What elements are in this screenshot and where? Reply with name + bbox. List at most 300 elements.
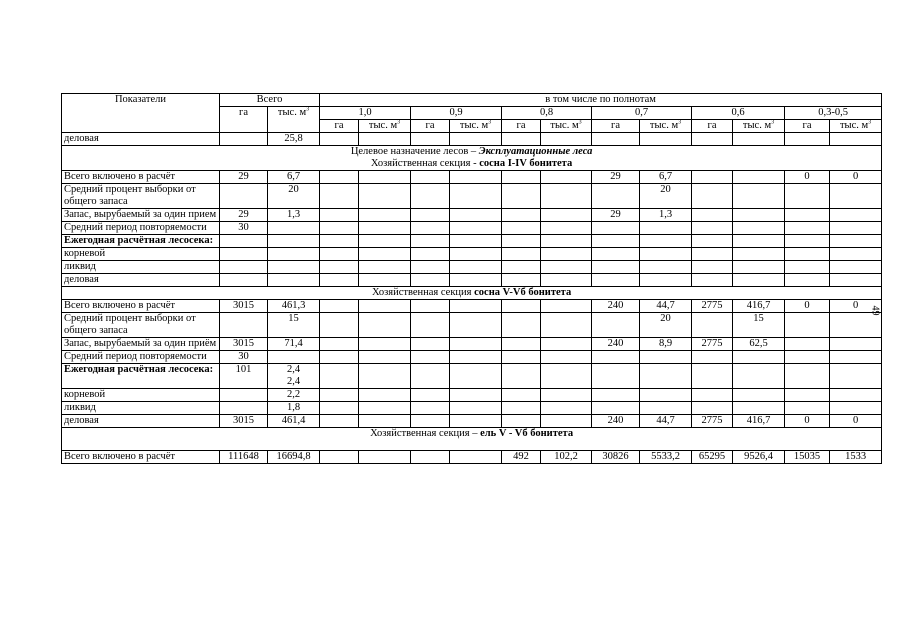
table-cell [785, 261, 830, 274]
unit-ha-header: га [785, 120, 830, 133]
table-cell [541, 313, 592, 338]
table-cell [320, 235, 359, 248]
table-cell [640, 364, 692, 389]
table-cell [592, 133, 640, 146]
table-cell: 20 [640, 313, 692, 338]
table-cell: 0 [830, 300, 882, 313]
table-row [62, 389, 882, 402]
table-cell [359, 248, 411, 261]
table-cell [692, 364, 733, 389]
table-cell: 6,7 [640, 171, 692, 184]
table-cell: 5533,2 [640, 451, 692, 464]
table-cell: 0 [785, 415, 830, 428]
table-cell [592, 313, 640, 338]
table-cell [785, 235, 830, 248]
row-label: Ежегодная расчётная лесосека: [62, 235, 220, 248]
section-title: Хозяйственная секция - сосна I-IV бонитета [370, 158, 573, 169]
table-cell [541, 300, 592, 313]
table-cell [450, 300, 502, 313]
table-cell [692, 235, 733, 248]
table-cell [220, 402, 268, 415]
table-cell: 29 [592, 209, 640, 222]
table-cell [320, 171, 359, 184]
table-cell [541, 235, 592, 248]
table-cell: 71,4 [268, 338, 320, 351]
purpose-and-section-title [62, 146, 882, 171]
table-cell [502, 313, 541, 338]
table-cell [785, 389, 830, 402]
table-cell [502, 402, 541, 415]
total-header: Всего [220, 94, 320, 107]
table-cell: 3015 [220, 338, 268, 351]
table-cell [733, 248, 785, 261]
table-cell [450, 351, 502, 364]
table-cell [320, 338, 359, 351]
table-cell [502, 274, 541, 287]
table-cell [450, 133, 502, 146]
table-cell [411, 133, 450, 146]
table-cell: 0 [785, 171, 830, 184]
table-cell: 1,8 [268, 402, 320, 415]
table-cell [320, 415, 359, 428]
table-cell: 29 [592, 171, 640, 184]
table-cell: 0 [830, 171, 882, 184]
table-cell [692, 209, 733, 222]
table-cell: 101 [220, 364, 268, 389]
table-cell [320, 451, 359, 464]
table-cell [785, 338, 830, 351]
table-cell [450, 415, 502, 428]
row-label: Запас, вырубаемый за один приём [62, 338, 220, 351]
table-cell [411, 274, 450, 287]
table-cell: 1,3 [640, 209, 692, 222]
table-cell: 2,4 2,4 [268, 364, 320, 389]
unit-vol-header: тыс. $м^3$ [830, 120, 882, 133]
section-title: Хозяйственная секция – ель V - Vб бонитета [62, 428, 882, 451]
unit-ha-header: га [411, 120, 450, 133]
table-cell [411, 184, 450, 209]
table-cell: 20 [640, 184, 692, 209]
table-cell: 0 [830, 415, 882, 428]
table-cell [830, 248, 882, 261]
table-cell [320, 313, 359, 338]
table-cell [411, 248, 450, 261]
table-row [62, 364, 882, 389]
row-label: ликвид [62, 261, 220, 274]
section-title-row [62, 146, 882, 171]
table-cell [502, 364, 541, 389]
table-cell [692, 184, 733, 209]
row-label: Запас, вырубаемый за один прием [62, 209, 220, 222]
table-cell [541, 261, 592, 274]
table-cell [640, 248, 692, 261]
table-cell [320, 389, 359, 402]
table-cell: 62,5 [733, 338, 785, 351]
table-cell [502, 300, 541, 313]
density-header: 0,6 [692, 107, 785, 120]
table-cell [220, 235, 268, 248]
section-title-row [62, 428, 882, 451]
table-cell [320, 364, 359, 389]
table-cell [502, 248, 541, 261]
table-cell [450, 364, 502, 389]
unit-vol-header: тыс. $м^3$ [450, 120, 502, 133]
table-cell: 416,7 [733, 415, 785, 428]
table-cell [502, 261, 541, 274]
table-cell [320, 274, 359, 287]
table-cell [733, 274, 785, 287]
table-cell [502, 235, 541, 248]
table-cell [692, 351, 733, 364]
table-cell [359, 402, 411, 415]
table-cell [502, 209, 541, 222]
table-cell: 65295 [692, 451, 733, 464]
table-cell [541, 133, 592, 146]
table-cell [692, 171, 733, 184]
unit-ha-header: га [502, 120, 541, 133]
table-cell [640, 222, 692, 235]
table-cell: 15035 [785, 451, 830, 464]
table-cell [450, 222, 502, 235]
table-cell [359, 338, 411, 351]
table-cell [733, 133, 785, 146]
table-cell [785, 133, 830, 146]
table-cell [830, 389, 882, 402]
table-cell [733, 389, 785, 402]
table-cell [640, 133, 692, 146]
table-cell [541, 274, 592, 287]
table-cell [830, 209, 882, 222]
table-cell [359, 351, 411, 364]
table-cell: 2,2 [268, 389, 320, 402]
table-cell [359, 171, 411, 184]
table-cell [502, 184, 541, 209]
table-cell [320, 184, 359, 209]
table-row [62, 351, 882, 364]
table-row [62, 235, 882, 248]
table-cell [830, 364, 882, 389]
table-cell [359, 313, 411, 338]
table-cell [450, 184, 502, 209]
table-cell [785, 313, 830, 338]
table-cell [592, 222, 640, 235]
table-cell [359, 184, 411, 209]
table-cell [450, 313, 502, 338]
table-cell [592, 389, 640, 402]
table-cell: 29 [220, 209, 268, 222]
unit-vol-header: тыс. $м^3$ [733, 120, 785, 133]
table-row [62, 222, 882, 235]
unit-ha-header: га [320, 120, 359, 133]
table-cell [733, 184, 785, 209]
table-cell [640, 351, 692, 364]
table-cell [541, 222, 592, 235]
table-cell [592, 261, 640, 274]
table-cell [268, 274, 320, 287]
table-cell [411, 209, 450, 222]
table-cell: 25,8 [268, 133, 320, 146]
table-cell [541, 415, 592, 428]
table-cell [411, 338, 450, 351]
table-cell [692, 261, 733, 274]
table-cell [359, 364, 411, 389]
table-cell [592, 274, 640, 287]
table-row [62, 184, 882, 209]
table-cell [320, 209, 359, 222]
table-cell: 30826 [592, 451, 640, 464]
table-cell [692, 274, 733, 287]
table-cell [359, 209, 411, 222]
table-cell [220, 248, 268, 261]
table-cell [268, 235, 320, 248]
table-cell [733, 235, 785, 248]
table-cell: 9526,4 [733, 451, 785, 464]
row-label: корневой [62, 389, 220, 402]
table-row [62, 171, 882, 184]
table-cell [411, 300, 450, 313]
table-cell [320, 261, 359, 274]
table-cell [450, 171, 502, 184]
table-cell [320, 248, 359, 261]
table-cell [640, 274, 692, 287]
table-cell: 29 [220, 171, 268, 184]
table-cell [411, 351, 450, 364]
table-cell [733, 351, 785, 364]
table-cell [733, 222, 785, 235]
table-cell: 461,4 [268, 415, 320, 428]
table-cell [359, 300, 411, 313]
row-label: ликвид [62, 402, 220, 415]
table-cell [640, 235, 692, 248]
table-cell [692, 389, 733, 402]
table-cell [411, 222, 450, 235]
header-row-1 [62, 94, 882, 107]
table-cell [450, 261, 502, 274]
table-cell [733, 364, 785, 389]
unit-ha-header: га [592, 120, 640, 133]
table-cell [785, 222, 830, 235]
table-row [62, 300, 882, 313]
table-cell [411, 364, 450, 389]
table-cell [830, 338, 882, 351]
table-cell [541, 209, 592, 222]
table-row [62, 313, 882, 338]
table-cell [220, 133, 268, 146]
table-cell [220, 261, 268, 274]
table-cell [359, 222, 411, 235]
table-cell [592, 402, 640, 415]
section-title: Хозяйственная секция сосна V-Vб бонитета [62, 287, 882, 300]
unit-ha-header: га [692, 120, 733, 133]
table-cell [411, 261, 450, 274]
section-title-row [62, 287, 882, 300]
table-cell [411, 235, 450, 248]
table-cell [830, 133, 882, 146]
row-label: Средний период повторяемости [62, 222, 220, 235]
calculation-table [61, 93, 882, 464]
table-cell [502, 415, 541, 428]
table-cell [541, 248, 592, 261]
density-header: 0,8 [502, 107, 592, 120]
table-cell [692, 248, 733, 261]
total-vol-header: тыс. $м^3$ [268, 107, 320, 133]
table-cell: 20 [268, 184, 320, 209]
table-cell [268, 222, 320, 235]
row-label: Всего включено в расчёт [62, 300, 220, 313]
table-row [62, 209, 882, 222]
table-cell [450, 274, 502, 287]
table-cell [541, 364, 592, 389]
table-cell [785, 364, 830, 389]
table-row [62, 274, 882, 287]
table-cell: 8,9 [640, 338, 692, 351]
table-cell: 461,3 [268, 300, 320, 313]
table-cell: 1,3 [268, 209, 320, 222]
purpose-line: Целевое назначение лесов – Эксплуатационные леса [350, 146, 593, 157]
table-cell [220, 313, 268, 338]
table-cell [733, 171, 785, 184]
table-cell [450, 451, 502, 464]
table-cell [268, 351, 320, 364]
table-cell [502, 171, 541, 184]
table-cell [640, 389, 692, 402]
table-cell: 30 [220, 222, 268, 235]
table-cell: 15 [733, 313, 785, 338]
table-row [62, 338, 882, 351]
table-row [62, 261, 882, 274]
table-cell [592, 248, 640, 261]
table-cell [320, 222, 359, 235]
table-row [62, 451, 882, 464]
table-cell [450, 402, 502, 415]
unit-vol-header: тыс. $м^3$ [541, 120, 592, 133]
density-header: 1,0 [320, 107, 411, 120]
table-cell [541, 389, 592, 402]
table-cell [320, 351, 359, 364]
table-cell: 416,7 [733, 300, 785, 313]
row-label: Средний процент выборки от общего запаса [62, 184, 220, 209]
density-header: 0,3-0,5 [785, 107, 882, 120]
unit-vol-header: тыс. $м^3$ [640, 120, 692, 133]
table-cell [592, 351, 640, 364]
density-header: 0,9 [411, 107, 502, 120]
table-cell [268, 248, 320, 261]
table-cell: 44,7 [640, 415, 692, 428]
total-ha-header: га [220, 107, 268, 133]
table-cell [592, 184, 640, 209]
table-cell: 3015 [220, 300, 268, 313]
table-cell: 492 [502, 451, 541, 464]
table-cell [692, 133, 733, 146]
table-row [62, 248, 882, 261]
table-cell [830, 351, 882, 364]
table-cell [359, 451, 411, 464]
table-cell [785, 248, 830, 261]
table-cell: 240 [592, 415, 640, 428]
row-label: Всего включено в расчёт [62, 451, 220, 464]
table-cell [359, 415, 411, 428]
table-cell [320, 133, 359, 146]
row-label: деловая [62, 415, 220, 428]
indicators-header: Показатели [62, 94, 220, 133]
row-label: деловая [62, 274, 220, 287]
row-label: Средний период повторяемости [62, 351, 220, 364]
table-cell [502, 133, 541, 146]
table-cell [830, 184, 882, 209]
table-cell [450, 209, 502, 222]
table-cell: 2775 [692, 415, 733, 428]
table-cell: 2775 [692, 338, 733, 351]
table-cell [541, 351, 592, 364]
table-cell [502, 222, 541, 235]
table-cell [450, 389, 502, 402]
table-cell [830, 261, 882, 274]
table-cell [220, 184, 268, 209]
table-cell [692, 222, 733, 235]
table-cell: 16694,8 [268, 451, 320, 464]
table-cell [785, 274, 830, 287]
table-cell: 0 [785, 300, 830, 313]
table-cell [541, 338, 592, 351]
table-cell: 102,2 [541, 451, 592, 464]
table-cell [640, 261, 692, 274]
table-cell [830, 274, 882, 287]
row-label: деловая [62, 133, 220, 146]
row-label: корневой [62, 248, 220, 261]
table-cell [450, 235, 502, 248]
table-cell [541, 184, 592, 209]
table-cell [830, 402, 882, 415]
table-cell: 3015 [220, 415, 268, 428]
table-cell [359, 133, 411, 146]
table-cell [411, 389, 450, 402]
table-cell [592, 235, 640, 248]
table-cell [785, 184, 830, 209]
table-cell [359, 274, 411, 287]
table-cell [359, 235, 411, 248]
table-cell [320, 402, 359, 415]
table-cell [359, 261, 411, 274]
table-cell [541, 171, 592, 184]
table-cell: 111648 [220, 451, 268, 464]
table-cell [733, 402, 785, 415]
table-cell [830, 235, 882, 248]
table-row [62, 402, 882, 415]
table-cell [450, 248, 502, 261]
table-cell [411, 415, 450, 428]
table-cell [785, 402, 830, 415]
table-cell [692, 313, 733, 338]
table-cell [785, 351, 830, 364]
table-cell [733, 261, 785, 274]
table-cell: 6,7 [268, 171, 320, 184]
table-cell [359, 389, 411, 402]
table-cell [220, 389, 268, 402]
row-label: Всего включено в расчёт [62, 171, 220, 184]
table-cell: 1533 [830, 451, 882, 464]
row-label: Ежегодная расчётная лесосека: [62, 364, 220, 389]
table-cell [411, 171, 450, 184]
table-cell: 240 [592, 300, 640, 313]
row-label: Средний процент выборки от общего запаса [62, 313, 220, 338]
table-cell [692, 402, 733, 415]
table-cell [268, 261, 320, 274]
by-density-header: в том числе по полнотам [320, 94, 882, 107]
table-cell [320, 300, 359, 313]
table-cell [450, 338, 502, 351]
table-cell [640, 402, 692, 415]
table-cell [541, 402, 592, 415]
